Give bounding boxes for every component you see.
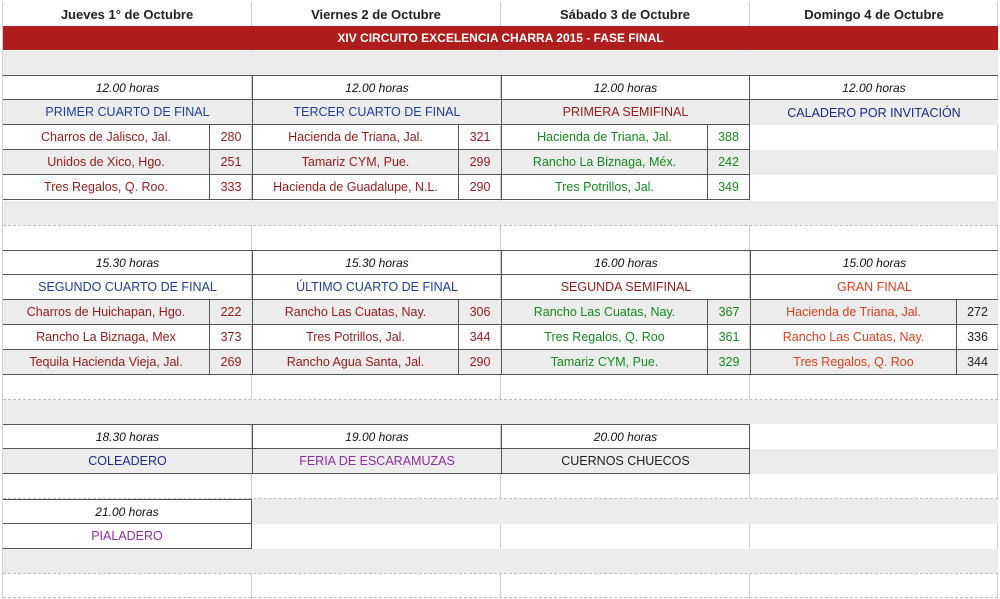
team-score: 361 [708, 325, 750, 350]
team-score: 321 [459, 125, 501, 150]
team-score: 290 [459, 175, 501, 200]
block1-col3-time: 12.00 horas [501, 75, 750, 100]
event-cuernos-title: CUERNOS CHUECOS [501, 449, 750, 474]
team-name: Tres Potrillos, Jal. [501, 175, 708, 200]
block1-col3-title: PRIMERA SEMIFINAL [501, 100, 750, 125]
team-name: Rancho Las Cuatas, Nay. [501, 300, 708, 325]
team-score: 242 [708, 150, 750, 175]
team-score: 373 [210, 325, 252, 350]
team-name: Unidos de Xico, Hgo. [3, 150, 210, 175]
team-name: Charros de Huichapan, Hgo. [3, 300, 210, 325]
block2-col3-time: 16.00 horas [501, 250, 750, 275]
team-name: Charros de Jalisco, Jal. [3, 125, 210, 150]
day-header-sunday: Domingo 4 de Octubre [804, 6, 944, 22]
team-name: Rancho Las Cuatas, Nay. [252, 300, 459, 325]
team-score: 367 [708, 300, 750, 325]
team-name: Tequila Hacienda Vieja, Jal. [3, 350, 210, 375]
spacer-row [3, 549, 998, 573]
team-name: Hacienda de Guadalupe, N.L. [252, 175, 459, 200]
team-name: Rancho La Biznaga, Méx. [501, 150, 708, 175]
day-header-saturday: Sábado 3 de Octubre [559, 6, 691, 22]
block1-col1-time: 12.00 horas [3, 75, 252, 100]
spacer-row [252, 499, 998, 524]
event-pialadero-time: 21.00 horas [3, 499, 252, 524]
team-name: Rancho La Biznaga, Mex [3, 325, 210, 350]
team-score: 349 [708, 175, 750, 200]
spacer-row [3, 201, 998, 225]
day-header-friday: Viernes 2 de Octubre [311, 6, 441, 22]
empty-cell [750, 125, 998, 150]
team-name: Tres Regalos, Q. Roo. [3, 175, 210, 200]
spacer-row [3, 400, 998, 424]
event-escaramuzas-title: FERIA DE ESCARAMUZAS [252, 449, 501, 474]
team-score: 290 [459, 350, 501, 375]
team-score: 329 [708, 350, 750, 375]
event-cuernos-time: 20.00 horas [501, 424, 750, 449]
team-name: Rancho Agua Santa, Jal. [252, 350, 459, 375]
block2-col2-time: 15.30 horas [252, 250, 501, 275]
block2-col4-title: GRAN FINAL [750, 275, 998, 300]
block2-col2-title: ÚLTIMO CUARTO DE FINAL [252, 275, 501, 300]
team-name: Tres Regalos, Q. Roo [750, 350, 957, 375]
block1-col2-time: 12.00 horas [252, 75, 501, 100]
spacer-row [3, 51, 998, 75]
schedule-sheet [2, 2, 998, 598]
team-name: Tres Regalos, Q. Roo [501, 325, 708, 350]
team-score: 336 [957, 325, 998, 350]
team-name: Tamariz CYM, Pue. [252, 150, 459, 175]
team-score: 344 [957, 350, 998, 375]
team-score: 388 [708, 125, 750, 150]
team-score: 269 [210, 350, 252, 375]
team-score: 344 [459, 325, 501, 350]
team-score: 306 [459, 300, 501, 325]
event-pialadero-title: PIALADERO [3, 524, 252, 549]
empty-cell [750, 449, 998, 474]
team-score: 251 [210, 150, 252, 175]
team-score: 280 [210, 125, 252, 150]
block2-col1-time: 15.30 horas [3, 250, 252, 275]
team-name: Tres Potrillos, Jal. [252, 325, 459, 350]
block1-col2-title: TERCER CUARTO DE FINAL [252, 100, 501, 125]
banner-title: XIV CIRCUITO EXCELENCIA CHARRA 2015 - FASE FINAL [3, 26, 998, 50]
block1-col4-time: 12.00 horas [750, 75, 998, 100]
event-coleadero-time: 18.30 horas [3, 424, 252, 449]
team-name: Hacienda de Triana, Jal. [750, 300, 957, 325]
day-header-thursday: Jueves 1° de Octubre [60, 6, 194, 22]
event-coleadero-title: COLEADERO [3, 449, 252, 474]
team-name: Rancho Las Cuatas, Nay. [750, 325, 957, 350]
block1-col1-title: PRIMER CUARTO DE FINAL [3, 100, 252, 125]
block2-col4-time: 15.00 horas [750, 250, 998, 275]
team-score: 299 [459, 150, 501, 175]
block2-col3-title: SEGUNDA SEMIFINAL [501, 275, 750, 300]
block1-col4-title: CALADERO POR INVITACIÓN [750, 100, 998, 125]
team-name: Hacienda de Triana, Jal. [501, 125, 708, 150]
team-name: Tamariz CYM, Pue. [501, 350, 708, 375]
team-score: 272 [957, 300, 998, 325]
block2-col1-title: SEGUNDO CUARTO DE FINAL [3, 275, 252, 300]
team-score: 333 [210, 175, 252, 200]
event-escaramuzas-time: 19.00 horas [252, 424, 501, 449]
team-score: 222 [210, 300, 252, 325]
empty-cell [750, 150, 998, 175]
team-name: Hacienda de Triana, Jal. [252, 125, 459, 150]
